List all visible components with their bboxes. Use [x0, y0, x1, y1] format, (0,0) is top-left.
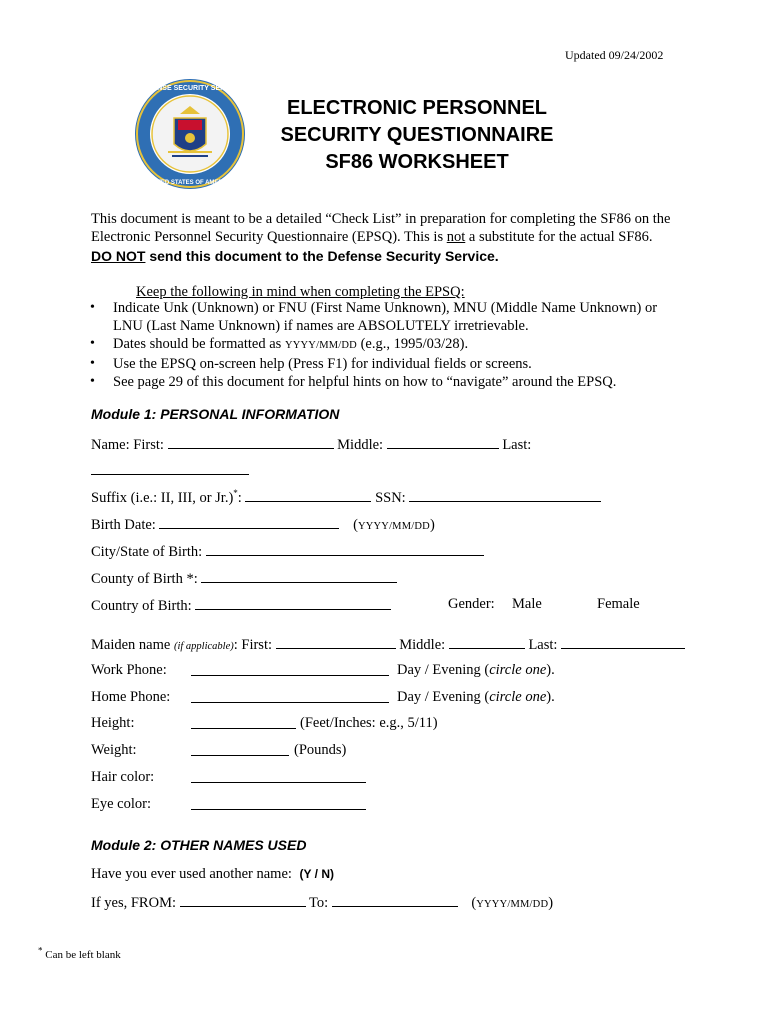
gender-label: Gender:	[448, 596, 495, 612]
intro-text: a substitute for the actual SF86.	[465, 229, 653, 245]
keep-in-mind-heading: Keep the following in mind when completing the EPSQ:	[136, 284, 465, 300]
intro-line: This document is meant to be a detailed “Check List” in preparation for completing the SF86 on the	[91, 211, 671, 227]
last-name-field[interactable]	[91, 460, 249, 475]
bullet-text: LNU (Last Name Unknown) if names are ABSOLUTELY irretrievable.	[113, 318, 529, 334]
other-name-dates-row	[91, 892, 553, 914]
circle-one-text: circle one	[489, 689, 547, 705]
bullet-text: Indicate Unk (Unknown) or FNU (First Name Unknown), MNU (Middle Name Unknown) or	[113, 300, 658, 316]
intro-paragraph	[91, 210, 711, 265]
intro-line	[91, 228, 711, 246]
date-format: YYYY/MM/DD	[357, 521, 430, 532]
height-field[interactable]	[191, 714, 296, 729]
maiden-middle-label: Middle:	[399, 637, 446, 653]
bullet-list	[88, 299, 657, 391]
list-item: • Use the EPSQ on-screen help (Press F1) for individual fields or screens.	[88, 355, 657, 373]
birth-date-field[interactable]	[159, 514, 339, 529]
footnote-mark: *	[38, 945, 43, 956]
eye-color-field[interactable]	[191, 795, 366, 810]
format-close: )	[429, 517, 435, 533]
weight-label: Weight:	[91, 742, 137, 758]
birth-date-row	[91, 514, 435, 536]
city-state-field[interactable]	[206, 541, 484, 556]
day-evening-text: Day / Evening (	[397, 662, 490, 678]
last-label: Last:	[502, 437, 532, 453]
country-row	[91, 595, 391, 615]
intro-warning	[91, 247, 711, 265]
suffix-row	[91, 487, 601, 507]
home-phone-field[interactable]	[191, 688, 389, 703]
city-state-label: City/State of Birth:	[91, 544, 203, 560]
maiden-middle-field[interactable]	[449, 634, 525, 649]
gender-female-option[interactable]: Female	[597, 596, 640, 612]
eye-color-label: Eye color:	[91, 796, 151, 812]
first-name-field[interactable]	[168, 434, 334, 449]
day-evening-close: ).	[546, 662, 555, 678]
warning-text: send this document to the Defense Security Service.	[145, 248, 499, 264]
updated-date: Updated 09/24/2002	[565, 48, 664, 62]
do-not-text: DO NOT	[91, 248, 146, 264]
date-format: YYYY/MM/DD	[476, 899, 549, 910]
yes-no-option[interactable]: (Y / N)	[299, 867, 334, 881]
suffix-label: Suffix (i.e.: II, III, or Jr.)	[91, 490, 234, 506]
maiden-label: Maiden name	[91, 637, 171, 653]
height-note: (Feet/Inches: e.g., 5/11)	[300, 715, 438, 731]
work-phone-label: Work Phone:	[91, 662, 167, 678]
to-label: To:	[309, 895, 329, 911]
defense-security-service-seal-logo	[134, 78, 246, 190]
county-field[interactable]	[201, 568, 397, 583]
svg-text:DEFENSE SECURITY SERVICE: DEFENSE SECURITY SERVICE	[138, 85, 242, 92]
from-label: If yes, FROM:	[91, 895, 176, 911]
name-first-label: Name: First:	[91, 437, 164, 453]
name-row	[91, 434, 531, 454]
list-item	[88, 335, 657, 355]
county-row	[91, 568, 397, 588]
day-evening-close: ).	[546, 689, 555, 705]
other-name-question: Have you ever used another name:	[91, 866, 292, 882]
page-title	[262, 95, 572, 176]
intro-text: Electronic Personnel Security Questionnaire (EPSQ). This is	[91, 229, 447, 245]
ssn-label: SSN:	[375, 490, 406, 506]
home-day-evening	[397, 688, 555, 706]
format-open: (	[353, 517, 358, 533]
title-line: SECURITY QUESTIONNAIRE	[280, 124, 554, 146]
bullet-text: Dates should be formatted as	[113, 336, 285, 352]
height-label: Height:	[91, 715, 135, 731]
weight-note: (Pounds)	[294, 742, 347, 758]
to-date-field[interactable]	[332, 892, 458, 907]
work-day-evening	[397, 661, 555, 679]
work-phone-field[interactable]	[191, 661, 389, 676]
format-open: (	[471, 895, 477, 911]
suffix-footnote-mark: *	[233, 488, 238, 499]
bullet-text: (e.g., 1995/03/28).	[356, 336, 469, 352]
county-label: County of Birth *:	[91, 571, 198, 587]
maiden-note: (if applicable)	[173, 641, 234, 652]
weight-field[interactable]	[191, 741, 289, 756]
city-state-row	[91, 541, 484, 561]
maiden-first-field[interactable]	[276, 634, 396, 649]
middle-name-field[interactable]	[387, 434, 499, 449]
module-1-heading: Module 1: PERSONAL INFORMATION	[91, 406, 340, 422]
other-name-question-row	[91, 865, 334, 883]
title-line: SF86 WORKSHEET	[325, 151, 509, 173]
home-phone-label: Home Phone:	[91, 689, 171, 705]
suffix-field[interactable]	[245, 487, 371, 502]
list-item	[88, 299, 657, 335]
module-2-heading: Module 2: OTHER NAMES USED	[91, 837, 307, 853]
maiden-last-label: Last:	[528, 637, 558, 653]
middle-label: Middle:	[337, 437, 384, 453]
title-line: ELECTRONIC PERSONNEL	[286, 97, 548, 119]
intro-not: not	[446, 229, 466, 245]
country-field[interactable]	[195, 595, 391, 610]
list-item: • See page 29 of this document for helpful hints on how to “navigate” around the EPSQ.	[88, 373, 657, 391]
date-format: YYYY/MM/DD	[284, 340, 357, 351]
svg-text:UNITED STATES OF AMERICA: UNITED STATES OF AMERICA	[146, 180, 234, 186]
footnote	[38, 946, 121, 964]
maiden-name-row	[91, 634, 685, 656]
ssn-field[interactable]	[409, 487, 601, 502]
birth-date-label: Birth Date:	[91, 517, 156, 533]
hair-color-label: Hair color:	[91, 769, 155, 785]
format-close: )	[548, 895, 554, 911]
footnote-text: Can be left blank	[42, 949, 121, 961]
from-date-field[interactable]	[180, 892, 306, 907]
gender-male-option[interactable]: Male	[512, 596, 542, 612]
country-label: Country of Birth:	[91, 598, 192, 614]
maiden-first-label: : First:	[233, 637, 273, 653]
day-evening-text: Day / Evening (	[397, 689, 490, 705]
hair-color-field[interactable]	[191, 768, 366, 783]
suffix-colon: :	[237, 490, 242, 506]
maiden-last-field[interactable]	[561, 634, 685, 649]
circle-one-text: circle one	[489, 662, 547, 678]
